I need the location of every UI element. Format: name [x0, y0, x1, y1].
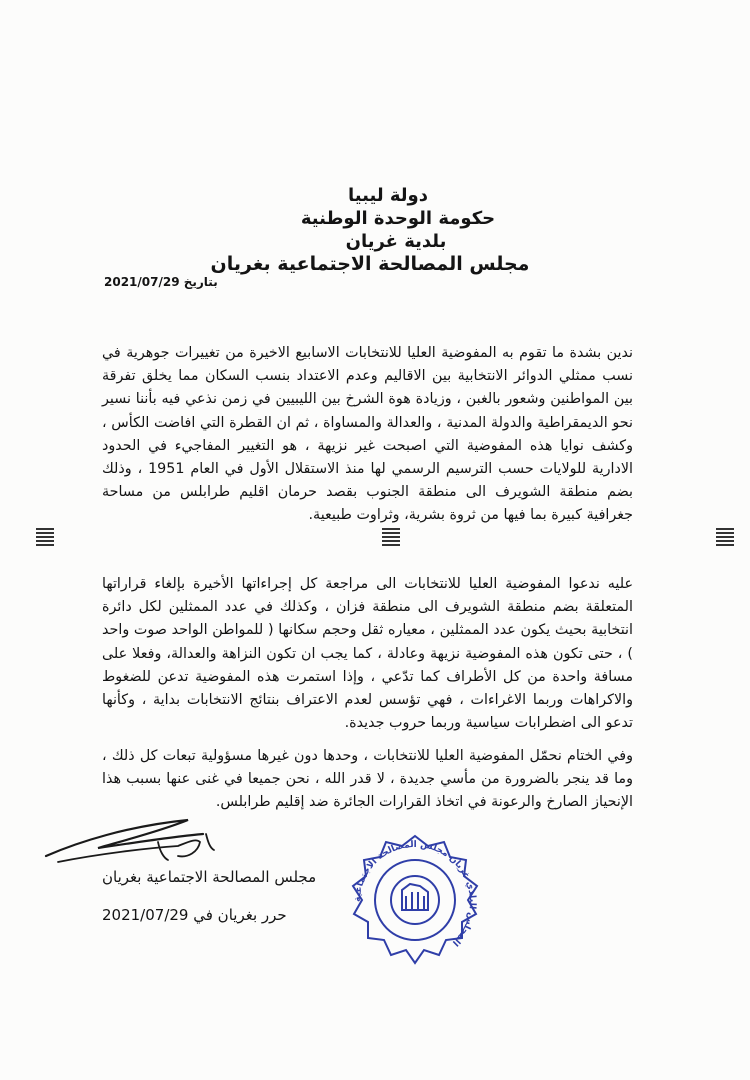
issued-date: حرر بغريان في 2021/07/29 — [102, 906, 287, 924]
header-municipality: بلدية غريان — [345, 231, 447, 252]
header-country: دولة ليبيا — [348, 185, 428, 206]
paragraph-2: عليه ندعوا المفوضية العليا للانتخابات الى مراجعة كل إجراءاتها الأخيرة بإلغاء قراراتها المتعلقة بضم منطقة الشويرف الى منطقة فزان ، وكذلك في عدد الممثلين لكل دائرة انتخابية بحيث يكون عدد الممثلين ، معياره ثقل وحجم سكانها ( للمواطن الواحد صوت واحد ) ، حتى تكون هذه المفوضية نزيهة وعادلة ، كما يجب ان تكون النزاهة والعدالة، وفعلا على مسافة واحدة من كل الأطراف كما تدّعي ، وإذا استمرت هذه المفوضية تدعن للضغوط والاكراهات وربما الاغراءات ، فهي تؤسس لعدم الاعتراف بنتائج الانتخابات بداية ، وكأنها تدعو الى اضطرابات سياسية وربما حروب جديدة. — [102, 576, 633, 732]
margin-mark-left — [36, 528, 54, 548]
council-stamp — [340, 832, 490, 972]
paragraph-3: وفي الختام نحمّل المفوضية العليا للانتخابات ، وحدها دون غيرها مسؤولية تبعات كل ذلك ، وما قد ينجر بالضرورة من مأسي جديدة ، لا قدر الله ، نحن جميعا في غنى عنها بسبب هذا الإنحياز الصارخ والرعونة في اتخاذ القرارات الجائرة ضد إقليم طرابلس. — [102, 748, 633, 811]
letterhead — [200, 184, 540, 276]
signatory-label: مجلس المصالحة الاجتماعية بغريان — [102, 868, 317, 886]
margin-mark-center — [382, 528, 400, 548]
header-government: حكومة الوحدة الوطنية — [300, 208, 496, 229]
header-council: مجلس المصالحة الاجتماعية بغريان — [210, 253, 530, 275]
handwritten-signature — [38, 812, 238, 872]
margin-mark-right — [716, 528, 734, 548]
stamp-text: المجلس البلدي غريان مجلس المصالحة الاجتماعية — [352, 839, 478, 948]
document-date: بتاريخ 2021/07/29 — [104, 275, 218, 289]
paragraph-1: ندين بشدة ما تقوم به المفوضية العليا للانتخابات الاسابيع الاخيرة من تغييرات جوهرية في نسب ممثلي الدوائر الانتخابية بين الاقاليم وعدم الاعتداد بنسب السكان مما يخلق تفرقة بين المواطنين وشعور بالغبن ، وزيادة هوة الشرخ بين الليبيين في زمن نذعي فيه بأننا نسير نحو الديمقراطية والدولة المدنية ، والعدالة والمساواة ، ثم ان القطرة التي افاضت الكأس ، وكشف نوايا هذه المفوضية التي اصبحت غير نزيهة ، هو التغيير المفاجيء في الحدود الادارية للولايات حسب الترسيم الرسمي لها منذ الاستقلال الأول في العام 1951 ، وذلك بضم منطقة الشويرف الى منطقة الجنوب بقصد حرمان اقليم طرابلس من مساحة جغرافية كبيرة بما فيها من ثروة بشرية، وثراوت طبيعية. — [102, 345, 633, 524]
